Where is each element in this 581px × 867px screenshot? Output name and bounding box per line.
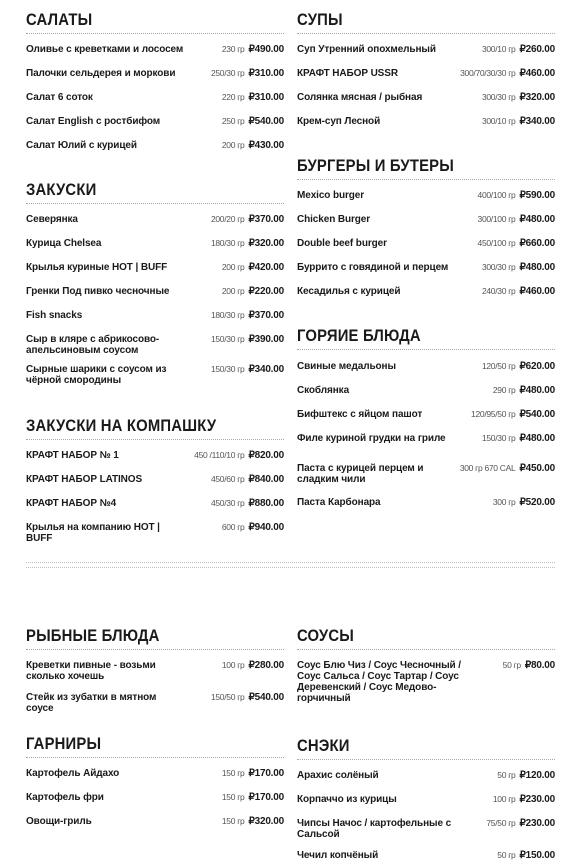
item-name: Паста Карбонара	[297, 497, 381, 508]
item-price: ₽480.00	[519, 433, 555, 444]
item-name: Овощи-гриль	[26, 816, 92, 827]
section-company-snacks	[26, 416, 284, 446]
item-price: ₽340.00	[248, 364, 284, 375]
section-burgers	[297, 156, 555, 186]
item-weight: 100 гр	[492, 794, 516, 804]
item-name: Чипсы Начос / картофельные с Сальсой	[297, 818, 452, 840]
item-name: Северянка	[26, 214, 78, 225]
item-weight: 300/100 гр	[477, 214, 516, 224]
item-weight: 250 гр	[221, 116, 245, 126]
menu-item	[297, 850, 555, 861]
item-weight: 50 гр	[502, 660, 521, 670]
menu-item	[297, 770, 555, 781]
menu-item	[26, 310, 284, 321]
section-title: ЗАКУСКИ НА КОМПАШКУ	[26, 417, 217, 435]
menu-item	[26, 116, 284, 127]
section-sauces	[297, 626, 555, 656]
menu-item	[26, 286, 284, 297]
item-name: Салат Юлий с курицей	[26, 140, 137, 151]
menu-item	[297, 92, 555, 103]
item-name: Креветки пивные - возьми сколько хочешь	[26, 660, 156, 682]
item-weight: 300 гр 670 CAL	[459, 463, 516, 473]
item-weight: 200/20 гр	[210, 214, 245, 224]
item-price: ₽430.00	[248, 140, 284, 151]
item-weight: 120/95/50 гр	[471, 409, 516, 419]
item-name: Стейк из зубатки в мятном соусе	[26, 692, 157, 714]
section-salads	[26, 10, 284, 40]
item-name: Арахис солёный	[297, 770, 379, 781]
menu-item	[297, 238, 555, 249]
section-title: ЗАКУСКИ	[26, 181, 97, 199]
item-name: Палочки сельдерея и моркови	[26, 68, 176, 79]
item-weight: 600 гр	[221, 522, 245, 532]
menu-item	[26, 660, 284, 682]
item-price: ₽490.00	[248, 44, 284, 55]
item-price: ₽80.00	[524, 660, 555, 671]
item-weight: 450/60 гр	[210, 474, 245, 484]
menu-item	[26, 68, 284, 79]
menu-item	[297, 818, 555, 840]
item-weight: 450/100 гр	[477, 238, 516, 248]
item-price: ₽320.00	[248, 816, 284, 827]
item-name: Курица Chelsea	[26, 238, 102, 249]
section-title: ГОРЯИЕ БЛЮДА	[297, 327, 421, 345]
item-name: Картофель Айдахо	[26, 768, 120, 779]
item-weight: 180/30 гр	[210, 238, 245, 248]
item-price: ₽310.00	[248, 68, 284, 79]
item-price: ₽540.00	[248, 692, 284, 703]
item-weight: 200 гр	[221, 286, 245, 296]
item-price: ₽590.00	[519, 190, 555, 201]
item-name: Салат English с ростбифом	[26, 116, 161, 127]
item-name: Double beef burger	[297, 238, 387, 249]
item-price: ₽220.00	[248, 286, 284, 297]
item-price: ₽620.00	[519, 361, 555, 372]
item-name: Крем-суп Лесной	[297, 116, 381, 127]
section-soups	[297, 10, 555, 40]
item-name: КРАФТ НАБОР USSR	[297, 68, 398, 79]
item-price: ₽540.00	[248, 116, 284, 127]
menu-item	[26, 816, 284, 827]
menu-item	[26, 474, 284, 485]
menu-item	[26, 238, 284, 249]
menu-item	[297, 409, 555, 420]
item-weight: 150 гр	[221, 768, 245, 778]
item-weight: 300/10 гр	[481, 44, 516, 54]
item-weight: 150 гр	[221, 792, 245, 802]
item-price: ₽170.00	[248, 768, 284, 779]
section-sides	[26, 734, 284, 764]
item-weight: 150 гр	[221, 816, 245, 826]
menu-item	[26, 450, 284, 461]
item-price: ₽880.00	[248, 498, 284, 509]
item-name: Бифштекс с яйцом пашот	[297, 409, 423, 420]
item-price: ₽820.00	[248, 450, 284, 461]
item-weight: 300/30 гр	[481, 92, 516, 102]
item-price: ₽120.00	[519, 770, 555, 781]
item-price: ₽520.00	[519, 497, 555, 508]
item-price: ₽230.00	[519, 794, 555, 805]
item-weight: 290 гр	[492, 385, 516, 395]
item-name: Салат 6 соток	[26, 92, 93, 103]
item-price: ₽230.00	[519, 818, 555, 829]
menu-item	[26, 334, 284, 356]
item-name: Mexico burger	[297, 190, 365, 201]
menu-item	[297, 214, 555, 225]
item-weight: 300/70/30/30 гр	[460, 68, 516, 78]
item-weight: 150/50 гр	[210, 692, 245, 702]
item-weight: 450 /110/10 гр	[194, 450, 245, 460]
section-bar-snacks	[297, 736, 555, 766]
item-name: КРАФТ НАБОР №4	[26, 498, 117, 509]
item-weight: 150/30 гр	[210, 364, 245, 374]
item-price: ₽660.00	[519, 238, 555, 249]
item-weight: 300 гр	[492, 497, 516, 507]
page-divider	[26, 562, 555, 568]
menu-item	[26, 44, 284, 55]
item-name: Сыр в кляре с абрикосово-апельсиновым соусом	[26, 334, 160, 356]
item-price: ₽370.00	[248, 214, 284, 225]
item-price: ₽460.00	[519, 286, 555, 297]
item-price: ₽150.00	[519, 850, 555, 861]
item-price: ₽940.00	[248, 522, 284, 533]
item-weight: 50 гр	[497, 850, 516, 860]
section-title: САЛАТЫ	[26, 11, 93, 29]
item-weight: 200 гр	[221, 262, 245, 272]
item-price: ₽390.00	[248, 334, 284, 345]
item-name: Оливье с креветками и лососем	[26, 44, 184, 55]
item-weight: 400/100 гр	[477, 190, 516, 200]
item-weight: 150/30 гр	[481, 433, 516, 443]
item-price: ₽310.00	[248, 92, 284, 103]
item-price: ₽170.00	[248, 792, 284, 803]
item-name: Чечил копчёный	[297, 850, 379, 861]
item-name: Кесадилья с курицей	[297, 286, 401, 297]
section-snacks	[26, 180, 284, 210]
menu-item	[26, 92, 284, 103]
item-name: Fish snacks	[26, 310, 83, 321]
section-title: РЫБНЫЕ БЛЮДА	[26, 627, 160, 645]
item-price: ₽320.00	[248, 238, 284, 249]
menu-item	[297, 44, 555, 55]
section-title: БУРГЕРЫ И БУТЕРЫ	[297, 157, 454, 175]
item-price: ₽370.00	[248, 310, 284, 321]
item-price: ₽320.00	[519, 92, 555, 103]
item-name: Крылья на компанию HOT | BUFF	[26, 522, 160, 544]
item-weight: 120/50 гр	[481, 361, 516, 371]
menu-item	[26, 768, 284, 779]
item-weight: 100 гр	[221, 660, 245, 670]
section-hot-dishes	[297, 326, 555, 356]
item-name: Скоблянка	[297, 385, 350, 396]
menu-item	[297, 794, 555, 805]
section-title: ГАРНИРЫ	[26, 735, 102, 753]
section-title: СУПЫ	[297, 11, 343, 29]
item-weight: 150/30 гр	[210, 334, 245, 344]
menu-item	[26, 214, 284, 225]
item-weight: 300/30 гр	[481, 262, 516, 272]
item-name: Буррито с говядиной и перцем	[297, 262, 449, 273]
item-name: КРАФТ НАБОР LATINOS	[26, 474, 143, 485]
menu-item	[297, 262, 555, 273]
item-price: ₽340.00	[519, 116, 555, 127]
item-price: ₽480.00	[519, 385, 555, 396]
item-name: Свиные медальоны	[297, 361, 396, 372]
item-price: ₽260.00	[519, 44, 555, 55]
menu-item	[297, 190, 555, 201]
item-name: Chicken Burger	[297, 214, 371, 225]
item-price: ₽280.00	[248, 660, 284, 671]
menu-item	[26, 692, 284, 714]
item-price: ₽480.00	[519, 262, 555, 273]
item-name: КРАФТ НАБОР № 1	[26, 450, 119, 461]
item-weight: 220 гр	[221, 92, 245, 102]
item-name: Картофель фри	[26, 792, 104, 803]
item-weight: 180/30 гр	[210, 310, 245, 320]
item-weight: 230 гр	[221, 44, 245, 54]
menu-item	[26, 498, 284, 509]
item-price: ₽450.00	[519, 463, 555, 474]
menu-item	[26, 792, 284, 803]
item-price: ₽460.00	[519, 68, 555, 79]
section-title: СНЭКИ	[297, 737, 350, 755]
item-name: Соус Блю Чиз / Соус Чесночный / Соус Сальса / Соус Тартар / Соус Деревенский / Соус Медово-горчичный	[297, 660, 461, 704]
item-name: Суп Утренний опохмельный	[297, 44, 436, 55]
item-name: Крылья куриные HOT | BUFF	[26, 262, 168, 273]
menu-item	[26, 140, 284, 151]
menu-item	[297, 361, 555, 372]
menu-item	[297, 463, 555, 485]
item-price: ₽480.00	[519, 214, 555, 225]
item-weight: 75/50 гр	[486, 818, 516, 828]
menu-item	[297, 286, 555, 297]
item-weight: 300/10 гр	[481, 116, 516, 126]
menu-item	[26, 522, 284, 544]
menu-item	[26, 262, 284, 273]
menu-item	[26, 364, 284, 386]
item-name: Сырные шарики с соусом из чёрной смородины	[26, 364, 167, 386]
menu-item	[297, 433, 555, 444]
item-name: Солянка мясная / рыбная	[297, 92, 423, 103]
section-fish	[26, 626, 284, 656]
item-price: ₽840.00	[248, 474, 284, 485]
item-price: ₽420.00	[248, 262, 284, 273]
item-weight: 240/30 гр	[481, 286, 516, 296]
item-price: ₽540.00	[519, 409, 555, 420]
item-name: Корпаччо из курицы	[297, 794, 397, 805]
menu-item	[297, 385, 555, 396]
item-name: Филе куриной грудки на гриле	[297, 433, 446, 444]
item-name: Гренки Под пивко чесночные	[26, 286, 170, 297]
menu-item	[297, 497, 555, 508]
item-weight: 50 гр	[497, 770, 516, 780]
menu-item	[297, 68, 555, 79]
item-weight: 200 гр	[221, 140, 245, 150]
item-weight: 250/30 гр	[210, 68, 245, 78]
item-weight: 450/30 гр	[210, 498, 245, 508]
section-title: СОУСЫ	[297, 627, 354, 645]
item-name: Паста с курицей перцем и сладким чили	[297, 463, 424, 485]
menu-item	[297, 116, 555, 127]
menu-item	[297, 660, 555, 704]
